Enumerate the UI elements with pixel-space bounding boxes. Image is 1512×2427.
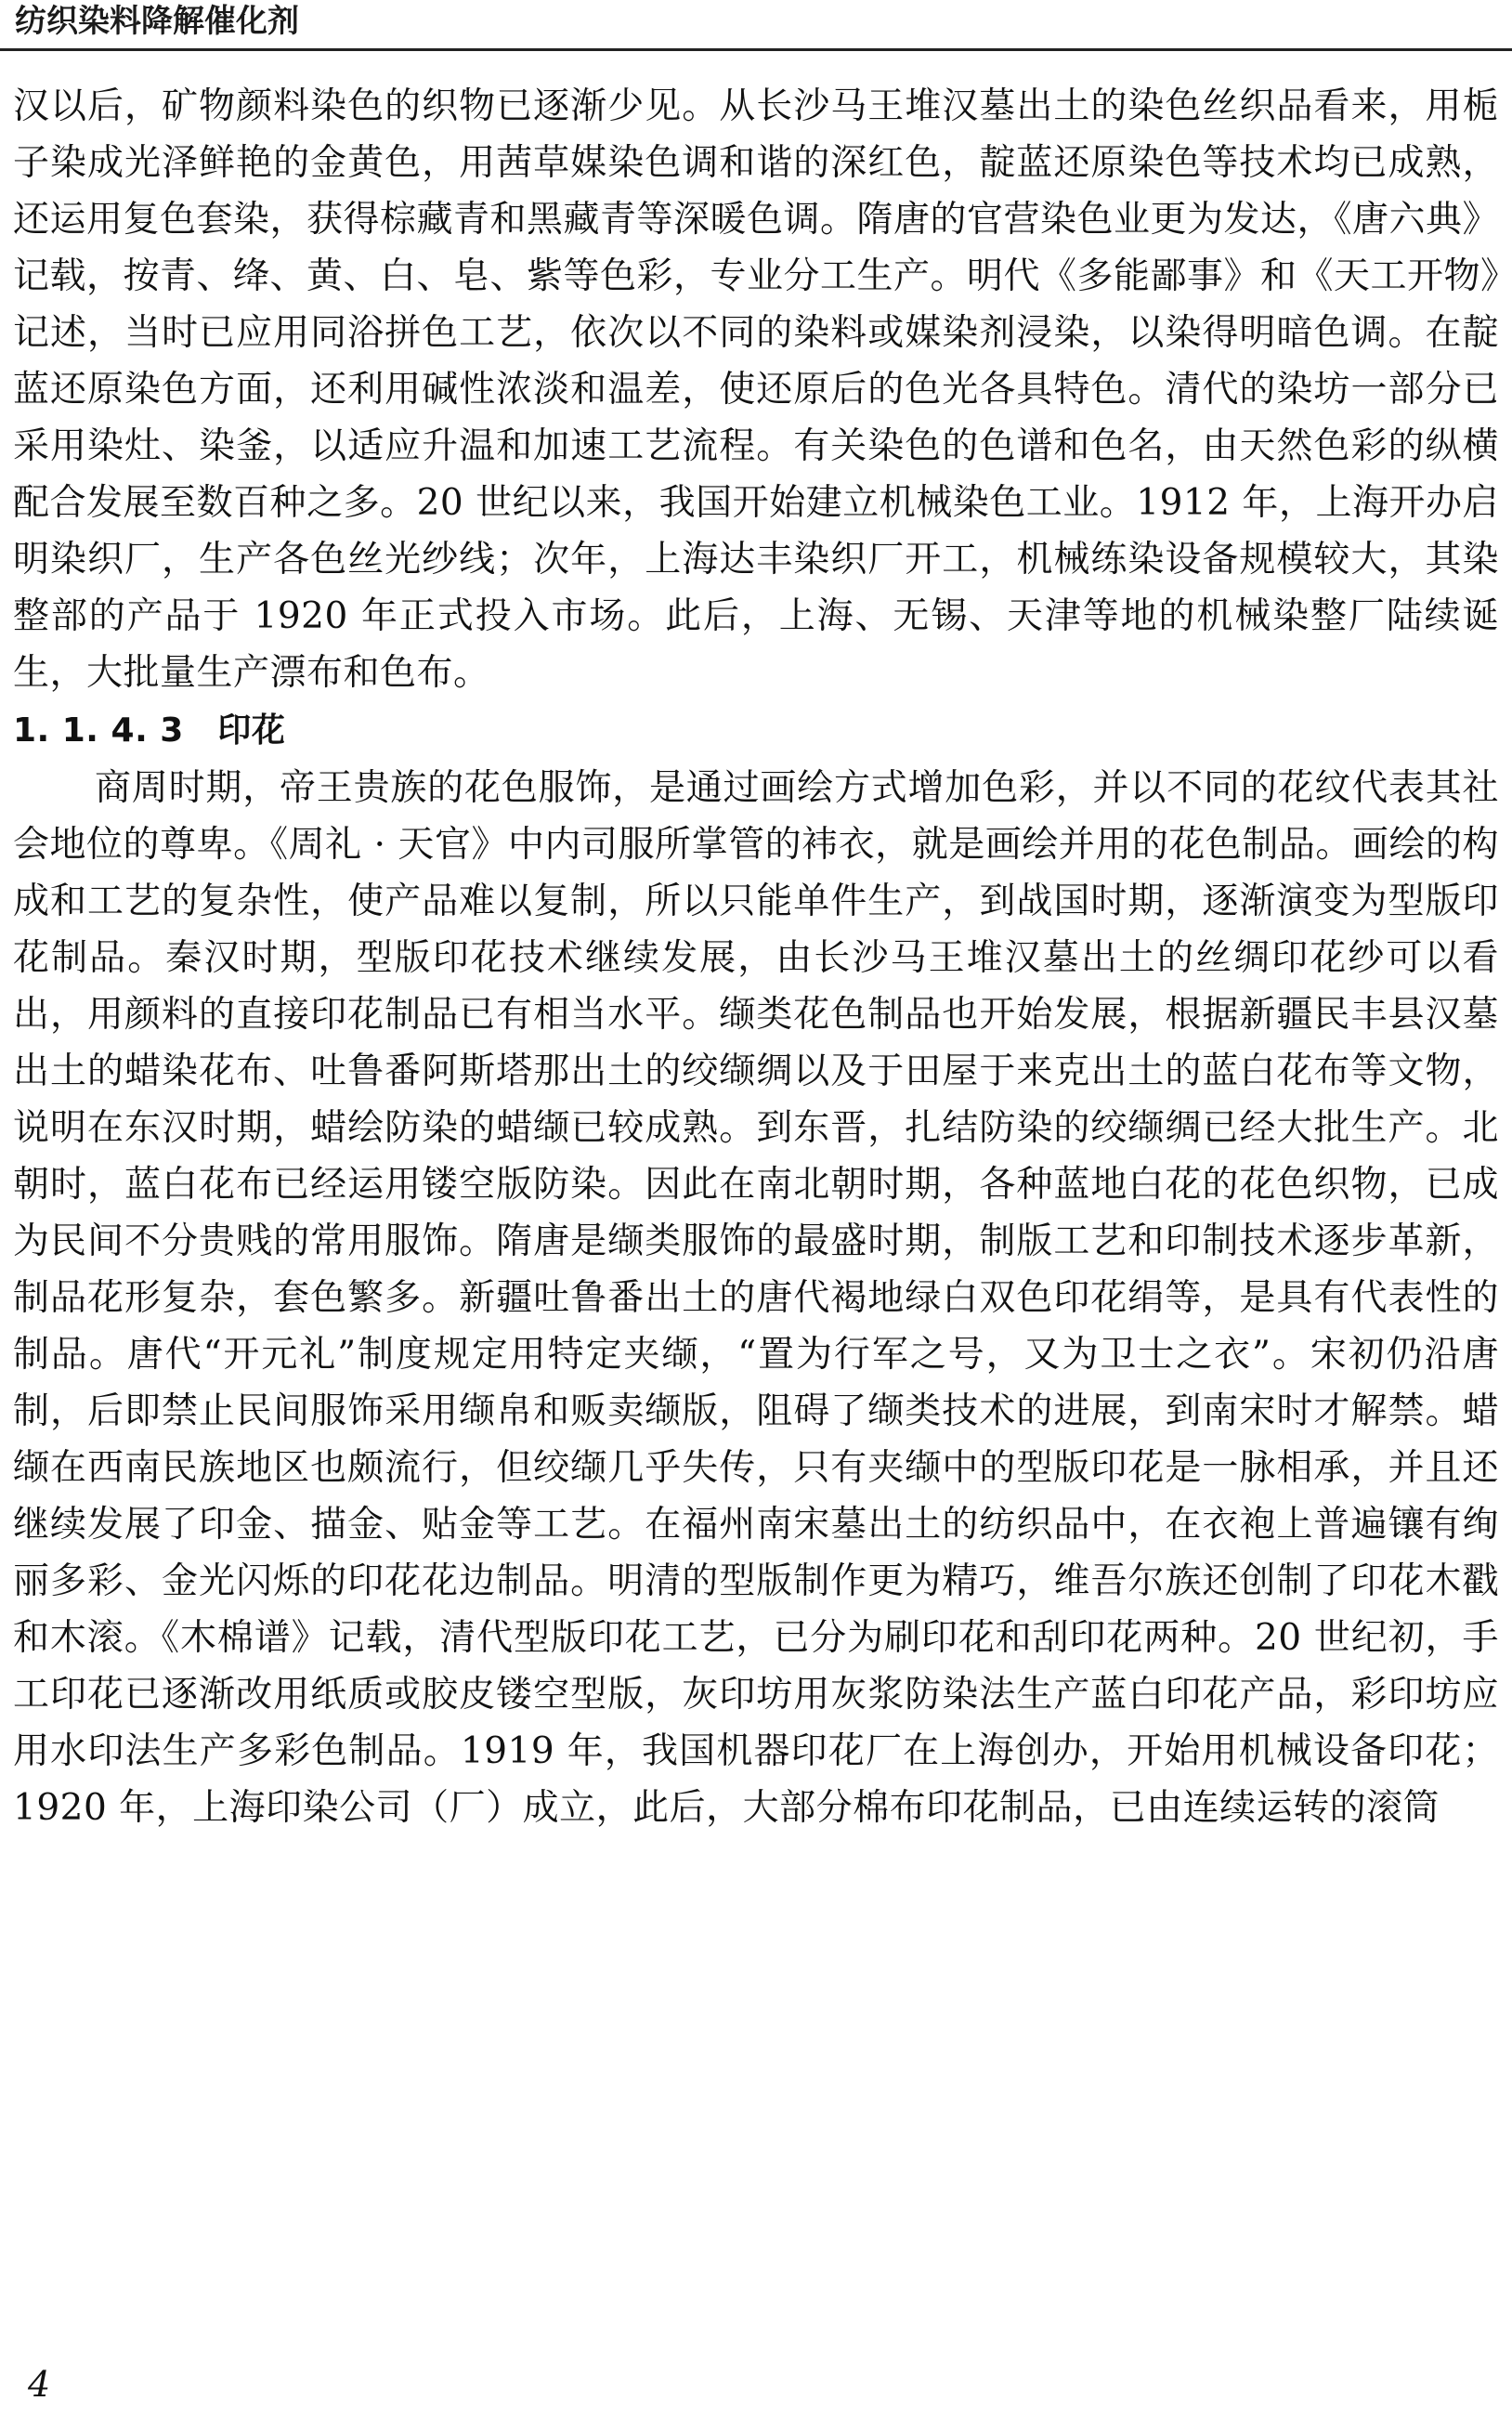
paragraph-dyeing-history: 汉以后，矿物颜料染色的织物已逐渐少见。从长沙马王堆汉墓出土的染色丝织品看来，用栀子染成光泽鲜艳的金黄色，用茜草媒染色调和谐的深红色，靛蓝还原染色等技术均已成熟，还运用复色套染，获得棕藏青和黑藏青等深暖色调。隋唐的官营染色业更为发达，《唐六典》记载，按青、绛、黄、白、皂、紫等色彩，专业分工生产。明代《多能鄙事》和《天工开物》记述，当时已应用同浴拼色工艺，依次以不同的染料或媒染剂浸染，以染得明暗色调。在靛蓝还原染色方面，还利用碱性浓淡和温差，使还原后的色光各具特色。清代的染坊一部分已采用染灶、染釜，以适应升温和加速工艺流程。有关染色的色谱和色名，由天然色彩的纵横配合发展至数百种之多。20 世纪以来，我国开始建立机械染色工业。1912 年，上海开办启明染织厂，生产各色丝光纱线；次年，上海达丰染织厂开工，机械练染设备规模较大，其染整部的产品于 1920 年正式投入市场。此后，上海、无锡、天津等地的机械染整厂陆续诞生，大批量生产漂布和色布。 bbox=[13, 85, 1500, 694]
page-number: 4 bbox=[28, 2364, 51, 2405]
running-header-title: 纺织染料降解催化剂 bbox=[15, 3, 299, 40]
page-body bbox=[13, 78, 1499, 1836]
paragraph-printing-history: 商周时期，帝王贵族的花色服饰，是通过画绘方式增加色彩，并以不同的花纹代表其社会地位的尊卑。《周礼 · 天官》中内司服所掌管的袆衣，就是画绘并用的花色制品。画绘的构成和工艺的复杂性，使产品难以复制，所以只能单件生产，到战国时期，逐渐演变为型版印花制品。秦汉时期，型版印花技术继续发展，由长沙马王堆汉墓出土的丝绸印花纱可以看出，用颜料的直接印花制品已有相当水平。缬类花色制品也开始发展，根据新疆民丰县汉墓出土的蜡染花布、吐鲁番阿斯塔那出土的绞缬绸以及于田屋于来克出土的蓝白花布等文物，说明在东汉时期，蜡绘防染的蜡缬已较成熟。到东晋，扎结防染的绞缬绸已经大批生产。北朝时，蓝白花布已经运用镂空版防染。因此在南北朝时期，各种蓝地白花的花色织物，已成为民间不分贵贱的常用服饰。隋唐是缬类服饰的最盛时期，制版工艺和印制技术逐步革新，制品花形复杂，套色繁多。新疆吐鲁番出土的唐代褐地绿白双色印花绢等，是具有代表性的制品。唐代“开元礼”制度规定用特定夹缬，“置为行军之号，又为卫士之衣”。宋初仍沿唐制，后即禁止民间服饰采用缬帛和贩卖缬版，阻碍了缬类技术的进展，到南宋时才解禁。蜡缬在西南民族地区也颇流行，但绞缬几乎失传，只有夹缬中的型版印花是一脉相承，并且还继续发展了印金、描金、贴金等工艺。在福州南宋墓出土的纺织品中，在衣袍上普遍镶有绚丽多彩、金光闪烁的印花花边制品。明清的型版制作更为精巧，维吾尔族还创制了印花木戳和木滚。《木棉谱》记载，清代型版印花工艺，已分为刷印花和刮印花两种。20 世纪初，手工印花已逐渐改用纸质或胶皮镂空型版，灰印坊用灰浆防染法生产蓝白印花产品，彩印坊应用水印法生产多彩色制品。1919 年，我国机器印花厂在上海创办，开始用机械设备印花；1920 年，上海印染公司（厂）成立，此后，大部分棉布印花制品，已由连续运转的滚筒 bbox=[13, 767, 1499, 1829]
header-divider bbox=[0, 48, 1512, 51]
section-heading-printing: 1. 1. 4. 3 印花 bbox=[13, 711, 286, 750]
